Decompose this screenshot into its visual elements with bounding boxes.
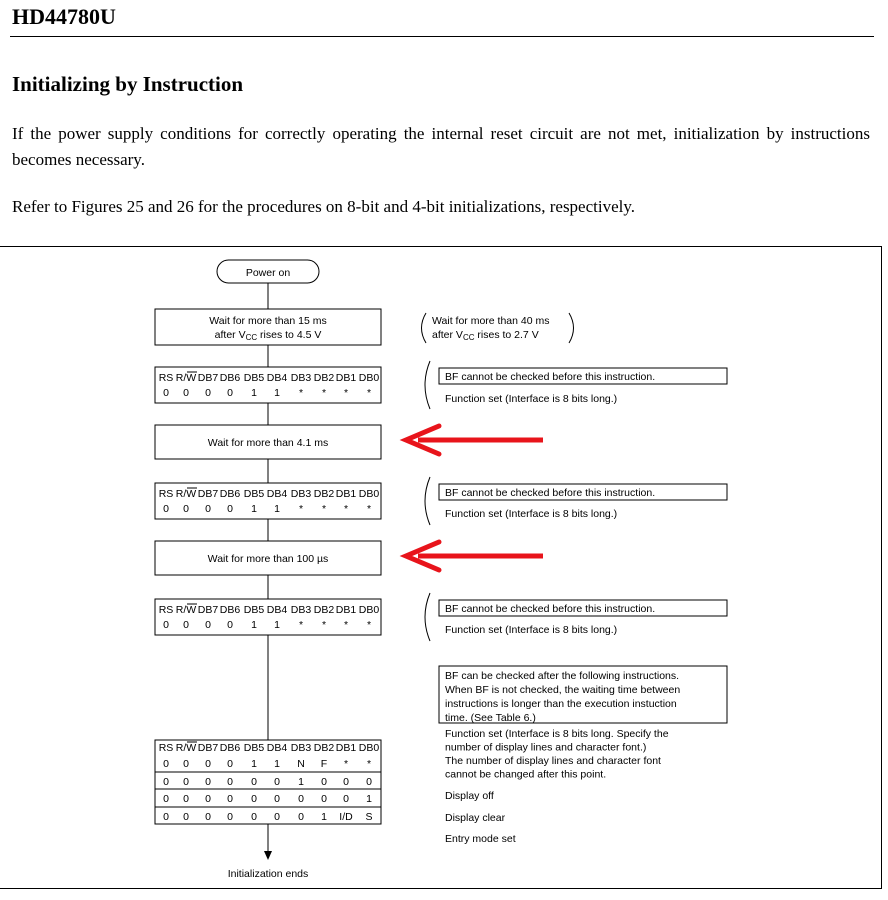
bit-cell: 0 (205, 776, 211, 788)
function-set-note-1: Function set (Interface is 8 bits long.) (445, 393, 618, 405)
display-off-note: Display off (445, 790, 494, 802)
bit-cell: 0 (227, 776, 233, 788)
bit-cell: 0 (366, 776, 372, 788)
power-on-label: Power on (245, 267, 291, 279)
paragraph-figure-reference: Refer to Figures 25 and 26 for the procedures on 8-bit and 4-bit initializations, respectively. (12, 197, 636, 216)
register-header-cell: DB5 (243, 742, 265, 754)
bit-cell: 0 (183, 387, 189, 399)
bit-cell: 0 (183, 758, 189, 770)
function-set-final-line: The number of display lines and character font (445, 755, 661, 767)
bit-cell: 1 (274, 619, 280, 631)
entry-mode-note: Entry mode set (445, 833, 516, 845)
section-title: Initializing by Instruction (12, 72, 244, 96)
wait-15ms-line2: after VCC rises to 4.5 V (214, 329, 322, 342)
register-header-cell: DB1 (335, 488, 357, 500)
bit-cell: * (343, 503, 349, 515)
function-set-final-note (445, 728, 669, 781)
register-header-cell: DB4 (266, 372, 288, 384)
bit-cell: F (320, 758, 328, 770)
function-set-final-line: number of display lines and character font.) (445, 741, 647, 754)
register-header-cell: RS (158, 604, 174, 616)
initialization-ends-label: Initialization ends (227, 868, 309, 880)
header-rule (10, 36, 874, 37)
register-header-row (159, 488, 380, 500)
bit-cell: * (366, 387, 372, 399)
wait-15ms-line1: Wait for more than 15 ms (209, 315, 327, 327)
register-header-row (159, 372, 380, 384)
function-set-note-3: Function set (Interface is 8 bits long.) (445, 624, 618, 636)
bf-can-line: time. (See Table 6.) (445, 712, 536, 724)
register-header-cell: DB4 (266, 604, 288, 616)
bit-cell: 0 (205, 387, 211, 399)
bit-cell: 0 (163, 776, 169, 788)
bit-cell: 0 (163, 758, 169, 770)
bit-cell: 1 (298, 776, 304, 788)
bit-cell: 0 (227, 793, 233, 805)
bit-cell: 0 (205, 811, 211, 823)
bit-cell: 0 (183, 503, 189, 515)
register-header-row (159, 742, 380, 754)
register-header-cell: RS (158, 372, 174, 384)
register-header-cell: DB7 (197, 488, 219, 500)
register-header-cell: DB7 (197, 742, 219, 754)
bit-cell: 0 (227, 387, 233, 399)
function-set-final-line: Function set (Interface is 8 bits long. Specify the (445, 728, 669, 740)
register-header-cell: DB6 (219, 742, 241, 754)
bit-cell: 1 (251, 387, 257, 399)
bit-cell: * (366, 503, 372, 515)
bf-cannot-note-2: BF cannot be checked before this instruction. (445, 487, 656, 499)
register-header-cell: DB3 (290, 742, 312, 754)
paragraph-reset-conditions: If the power supply conditions for correctly operating the internal reset circuit are not met, initialization by instructions becomes necessary. (12, 124, 870, 169)
register-header-cell: DB3 (290, 488, 312, 500)
bit-cell: 0 (163, 619, 169, 631)
bit-cell: 0 (183, 793, 189, 805)
register-header-cell: R/W (175, 488, 197, 500)
display-clear-note: Display clear (445, 812, 506, 824)
bit-cell: 0 (251, 793, 257, 805)
register-header-cell: DB0 (358, 604, 380, 616)
wait-40ms-line1: Wait for more than 40 ms (432, 315, 550, 327)
bit-cell: 0 (227, 619, 233, 631)
wait-40ms-line2: after VCC rises to 2.7 V (432, 329, 539, 342)
register-header-cell: DB0 (358, 372, 380, 384)
bit-cell: 1 (366, 793, 372, 805)
bit-cell: 0 (183, 776, 189, 788)
bit-cell: 0 (343, 776, 349, 788)
register-header-cell: DB6 (219, 488, 241, 500)
register-header-cell: DB2 (313, 488, 335, 500)
register-header-cell: DB2 (313, 742, 335, 754)
bit-cell: 0 (205, 503, 211, 515)
register-header-cell: DB6 (219, 604, 241, 616)
bit-cell: N (297, 758, 305, 770)
register-header-cell: DB7 (197, 604, 219, 616)
register-header-cell: DB0 (358, 742, 380, 754)
bit-cell: * (321, 503, 327, 515)
bit-cell: 0 (321, 776, 327, 788)
register-header-cell: DB5 (243, 488, 265, 500)
bit-cell: I/D (339, 811, 353, 823)
bit-cell: 0 (274, 811, 280, 823)
note-paren-right (569, 313, 574, 343)
register-header-cell: DB0 (358, 488, 380, 500)
bit-cell: 1 (274, 503, 280, 515)
register-header-cell: R/W (175, 742, 197, 754)
bit-cell: 0 (205, 758, 211, 770)
bit-cell: S (365, 811, 373, 823)
bit-cell: * (366, 619, 372, 631)
register-header-cell: DB1 (335, 604, 357, 616)
flow-end-arrowhead (264, 851, 272, 860)
document-header: HD44780U (12, 4, 116, 29)
register-header-cell: DB5 (243, 604, 265, 616)
bit-cell: 0 (227, 811, 233, 823)
register-header-cell: DB2 (313, 604, 335, 616)
bit-cell: * (321, 619, 327, 631)
bf-can-line: When BF is not checked, the waiting time between (445, 684, 681, 696)
bit-cell: * (343, 387, 349, 399)
bit-cell: 0 (205, 619, 211, 631)
bit-cell: 0 (163, 503, 169, 515)
bit-cell: * (321, 387, 327, 399)
bit-cell: 1 (321, 811, 327, 823)
note-bracket-3 (425, 593, 430, 641)
note-bracket-1 (425, 361, 430, 409)
bit-cell: * (298, 387, 304, 399)
bit-cell: 0 (227, 758, 233, 770)
register-header-cell: R/W (175, 372, 197, 384)
bit-cell: * (343, 758, 349, 770)
bit-cell: * (298, 503, 304, 515)
register-header-cell: RS (158, 488, 174, 500)
bit-cell: * (366, 758, 372, 770)
wait-100us-label: Wait for more than 100 µs (207, 553, 329, 565)
bit-cell: 0 (274, 776, 280, 788)
bit-cell: 0 (321, 793, 327, 805)
bit-cell: 0 (163, 793, 169, 805)
note-bracket-2 (425, 477, 430, 525)
bit-cell: 0 (298, 811, 304, 823)
register-header-cell: DB3 (290, 372, 312, 384)
register-header-cell: R/W (175, 604, 197, 616)
register-header-cell: DB3 (290, 604, 312, 616)
bit-cell: * (298, 619, 304, 631)
register-header-row (159, 604, 380, 616)
register-header-cell: DB7 (197, 372, 219, 384)
register-header-cell: DB6 (219, 372, 241, 384)
register-header-cell: DB5 (243, 372, 265, 384)
bf-can-line: BF can be checked after the following instructions. (445, 670, 680, 682)
bit-cell: 0 (183, 811, 189, 823)
register-header-cell: DB4 (266, 488, 288, 500)
register-header-cell: DB4 (266, 742, 288, 754)
bf-can-line: instructions is longer than the execution instuction (445, 698, 677, 710)
note-paren-left (422, 313, 427, 343)
register-header-cell: DB1 (335, 372, 357, 384)
bit-cell: 1 (251, 619, 257, 631)
bit-cell: 0 (274, 793, 280, 805)
bit-cell: 1 (251, 758, 257, 770)
function-set-final-line: cannot be changed after this point. (445, 768, 607, 781)
register-header-cell: RS (158, 742, 174, 754)
bf-cannot-note-1: BF cannot be checked before this instruction. (445, 371, 656, 383)
bit-cell: * (343, 619, 349, 631)
bit-cell: 0 (163, 387, 169, 399)
bit-cell: 0 (251, 776, 257, 788)
bit-cell: 1 (251, 503, 257, 515)
bit-cell: 1 (274, 758, 280, 770)
bit-cell: 0 (298, 793, 304, 805)
bf-cannot-note-3: BF cannot be checked before this instruction. (445, 603, 656, 615)
bit-cell: 1 (274, 387, 280, 399)
bit-cell: 0 (227, 503, 233, 515)
bit-cell: 0 (343, 793, 349, 805)
initialization-flowchart (0, 246, 882, 889)
wait-4ms-label: Wait for more than 4.1 ms (207, 437, 329, 449)
bit-cell: 0 (163, 811, 169, 823)
bit-cell: 0 (205, 793, 211, 805)
bit-cell: 0 (251, 811, 257, 823)
register-header-cell: DB2 (313, 372, 335, 384)
bit-cell: 0 (183, 619, 189, 631)
register-header-cell: DB1 (335, 742, 357, 754)
function-set-note-2: Function set (Interface is 8 bits long.) (445, 508, 618, 520)
